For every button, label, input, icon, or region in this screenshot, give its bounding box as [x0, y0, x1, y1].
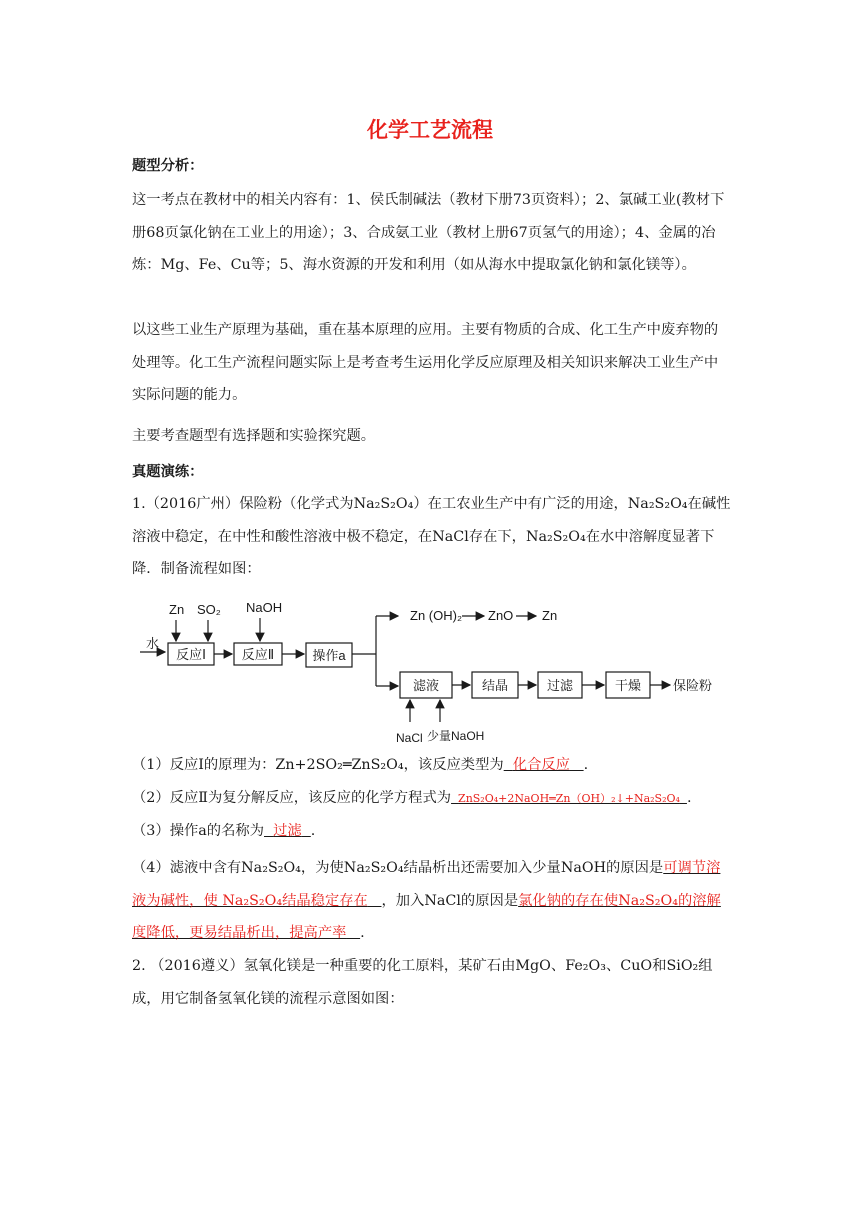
flow-so2: SO₂: [197, 602, 221, 617]
question-1-part-1-answer: [504, 757, 584, 773]
paragraph-analysis-3: 主要考查题型有选择题和实验探究题。: [132, 428, 376, 444]
flow-dry: 干燥: [614, 678, 642, 693]
flow-naoh: NaOH: [246, 600, 283, 615]
question-1-part-2-answer: [451, 792, 687, 805]
question-2-intro: 2. （2016遵义）氢氧化镁是一种重要的化工原料，某矿石由MgO、Fe₂O₃、CuO和SiO₂组成，用它制备氢氧化镁的流程示意图如图：: [132, 958, 713, 1007]
answer-4a-text: 可调节溶液为碱性，使 Na₂S₂O₄结晶稳定存在: [132, 860, 721, 909]
question-1-part-3-text: （3）操作a的名称为: [132, 823, 264, 839]
flow-reaction-2: 反应Ⅱ: [241, 647, 275, 662]
flow-filtrate: 滤液: [412, 678, 440, 693]
flow-crystallize: 结晶: [481, 678, 509, 693]
flow-operation-a: 操作a: [312, 648, 346, 663]
flow-zn: Zn: [169, 602, 185, 617]
question-1-part-3-answer: [264, 823, 311, 839]
flow-zno: ZnO: [488, 608, 514, 623]
flow-water: 水: [146, 636, 160, 651]
paragraph-analysis-2: 以这些工业生产原理为基础，重在基本原理的应用。主要有物质的合成、化工生产中废弃物的处理等。化工生产流程问题实际上是考查考生运用化学反应原理及相关知识来解决工业生产中实际问题的能力。: [132, 322, 719, 404]
section-heading-analysis: 题型分析：: [132, 158, 204, 174]
answer-3-text: 过滤: [273, 823, 302, 839]
flow-diagram: [140, 596, 760, 746]
page-title: 化学工艺流程: [367, 118, 493, 142]
answer-4b-text: 氯化钠的存在使Na₂S₂O₄的溶解度降低，更易结晶析出，提高产率: [132, 892, 721, 942]
answer-2-text: ZnS₂O₄+2NaOH═Zn（OH）₂↓+Na₂S₂O₄: [458, 792, 680, 805]
question-1-part-1-text: （1）反应Ⅰ的原理为：Zn+2SO₂═ZnS₂O₄，该反应类型为: [132, 757, 504, 773]
question-1-part-3: （3）操作a的名称为 过滤 .: [132, 823, 316, 839]
question-1-part-4: （4）滤液中含有Na₂S₂O₄，为使Na₂S₂O₄结晶析出还需要加入少量NaOH的原因是可调节溶液为碱性，使 Na₂S₂O₄结晶稳定存在 ，加入NaCl的原因是氯化钠的存在使Na₂S₂O₄的溶解度降低，更易结晶析出，提高产率 .: [132, 860, 721, 942]
answer-1-text: 化合反应: [512, 757, 570, 773]
question-1-part-4-text: （4）滤液中含有Na₂S₂O₄，为使Na₂S₂O₄结晶析出还需要加入少量NaOH的原因是: [132, 860, 664, 876]
question-1-part-1: （1）反应Ⅰ的原理为：Zn+2SO₂═ZnS₂O₄，该反应类型为 化合反应 .: [132, 757, 589, 773]
paragraph-analysis-1: 这一考点在教材中的相关内容有：1、侯氏制碱法（教材下册73页资料）；2、氯碱工业(教材下册68页氯化钠在工业上的用途）；3、合成氨工业（教材上册67页氢气的用途）；4、金属的冶炼：Mg、Fe、Cu等；5、海水资源的开发和利用（如从海水中提取氯化钠和氯化镁等）。: [132, 192, 725, 274]
question-1-part-2: （2）反应Ⅱ为复分解反应，该反应的化学方程式为 ZnS₂O₄+2NaOH═Zn（OH）₂↓+Na₂S₂O₄ .: [132, 790, 692, 806]
flow-nacl: NaCl: [396, 731, 423, 745]
question-1-part-2-text: （2）反应Ⅱ为复分解反应，该反应的化学方程式为: [132, 790, 452, 806]
flow-zn-product: Zn: [542, 608, 558, 623]
question-1-intro: 1.（2016广州）保险粉（化学式为Na₂S₂O₄）在工农业生产中有广泛的用途，Na₂S₂O₄在碱性溶液中稳定，在中性和酸性溶液中极不稳定，在NaCl存在下，Na₂S₂O₄在水中溶解度显著下降．制备流程如图：: [132, 496, 731, 578]
flow-product: 保险粉: [673, 678, 713, 693]
section-heading-practice: 真题演练：: [132, 464, 204, 480]
flow-reaction-1: 反应Ⅰ: [176, 647, 206, 662]
flow-little-naoh: 少量NaOH: [427, 729, 485, 743]
question-1-part-4-mid: ，加入NaCl的原因是: [381, 892, 519, 909]
flow-filter: 过滤: [546, 678, 574, 693]
flow-znoh2: Zn (OH)₂: [410, 608, 462, 623]
